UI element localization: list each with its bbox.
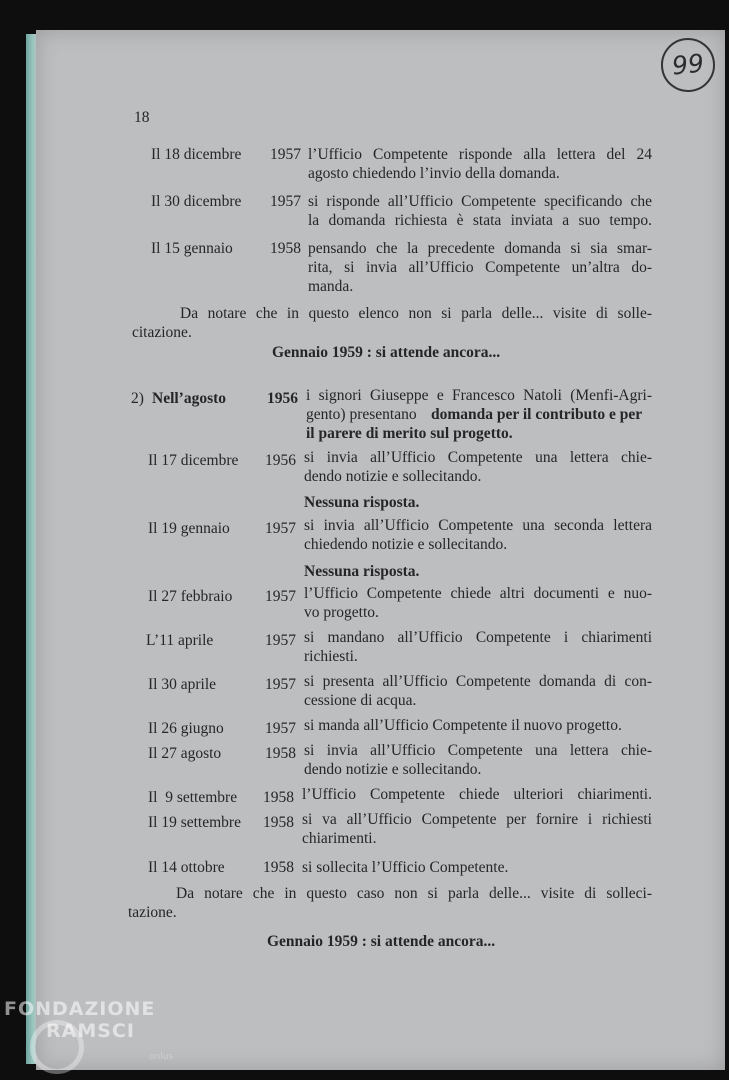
section-heading: Nell’agosto (152, 390, 227, 407)
entry-year: 1957 (270, 193, 301, 210)
entry-text: l’Ufficio Competente chiede altri documenti e nuo- (304, 585, 652, 602)
entry-text: la domanda richiesta è stata inviata a suo tempo. (308, 212, 652, 229)
entry-text: si va all’Ufficio Competente per fornire i richiesti (302, 811, 652, 828)
note-text: Da notare che in questo caso non si parla delle... visite di solleci- (176, 885, 652, 902)
intro-text-bold: domanda per il contributo e per (431, 406, 643, 423)
entry-year: 1957 (270, 146, 301, 163)
entry-text: si invia all’Ufficio Competente una lettera chie- (304, 742, 652, 759)
entry-text: rita, si invia all’Ufficio Competente un’altra do- (308, 259, 652, 276)
entry-date: Il 27 febbraio (148, 588, 233, 605)
note-text: tazione. (128, 904, 177, 921)
watermark-small: onlus (149, 1052, 174, 1062)
watermark-line1: FONDAZIONE (4, 998, 156, 1020)
entry-text: manda. (308, 278, 354, 295)
entry-date: Il 15 gennaio (151, 240, 233, 257)
entry-text: si invia all’Ufficio Competente una lettera chie- (304, 449, 652, 466)
entry-date: Il 17 dicembre (148, 452, 239, 469)
entry-text: si mandano all’Ufficio Competente i chiarimenti (304, 629, 652, 646)
entry-text: cessione di acqua. (304, 692, 417, 709)
note-text: citazione. (132, 324, 192, 341)
entry-text: pensando che la precedente domanda si sia smar- (308, 240, 652, 257)
page-number: 18 (134, 109, 150, 126)
conclusion: Gennaio 1959 : si attende ancora... (267, 933, 496, 950)
entry-date: Il 14 ottobre (148, 859, 225, 876)
entry-text: l’Ufficio Competente chiede ulteriori chiarimenti. (302, 786, 652, 803)
entry-year: 1958 (263, 859, 294, 876)
entry-year: 1958 (270, 240, 301, 257)
entry-text: dendo notizie e sollecitando. (304, 468, 482, 485)
entry-year: 1958 (263, 789, 294, 806)
entry-year: 1956 (265, 452, 296, 469)
archive-stamp: 99 (658, 35, 717, 94)
section-number: 2) (131, 390, 144, 407)
entry-date: Il 30 aprile (148, 676, 217, 693)
entry-text: si risponde all’Ufficio Competente specificando che (308, 193, 652, 210)
entry-date: Il 30 dicembre (151, 193, 242, 210)
watermark (4, 998, 155, 1042)
entry-date: L’11 aprile (146, 632, 214, 649)
conclusion: Gennaio 1959 : si attende ancora... (272, 344, 501, 361)
entry-year: 1958 (265, 745, 296, 762)
intro-text-bold: il parere di merito sul progetto. (306, 425, 513, 442)
entry-date: Il 27 agosto (148, 745, 222, 762)
status-no-reply: Nessuna risposta. (304, 563, 420, 580)
entry-text: si sollecita l’Ufficio Competente. (302, 859, 509, 876)
entry-text: l’Ufficio Competente risponde alla lettera del 24 (308, 146, 652, 163)
entry-date: Il 19 settembre (148, 814, 241, 831)
watermark-line2: RAMSCI (46, 1020, 135, 1042)
status-no-reply: Nessuna risposta. (304, 494, 420, 511)
entry-year: 1957 (265, 632, 296, 649)
entry-text: si presenta all’Ufficio Competente domanda di con- (304, 673, 652, 690)
entry-text: chiarimenti. (302, 830, 377, 847)
entry-year: 1957 (265, 520, 296, 537)
entry-date: Il 9 settembre (148, 789, 238, 806)
entry-year: 1957 (265, 588, 296, 605)
entry-year: 1957 (265, 720, 296, 737)
entry-year: 1958 (263, 814, 294, 831)
intro-text: gento) presentano (306, 406, 417, 423)
intro-text: i signori Giuseppe e Francesco Natoli (Menfi-Agri- (306, 387, 652, 404)
entry-text: chiedendo notizie e sollecitando. (304, 536, 508, 553)
entry-text: dendo notizie e sollecitando. (304, 761, 482, 778)
entry-text: richiesti. (304, 648, 358, 665)
entry-date: Il 18 dicembre (151, 146, 242, 163)
entry-text: vo progetto. (304, 604, 379, 621)
entry-text: si invia all’Ufficio Competente una seconda lettera (304, 517, 652, 534)
entry-text: si manda all’Ufficio Competente il nuovo progetto. (304, 717, 622, 734)
entry-date: Il 19 gennaio (148, 520, 230, 537)
entry-year: 1956 (267, 390, 298, 407)
entry-text: agosto chiedendo l’invio della domanda. (308, 165, 560, 182)
entry-date: Il 26 giugno (148, 720, 224, 737)
entry-year: 1957 (265, 676, 296, 693)
note-text: Da notare che in questo elenco non si parla delle... visite di solle- (180, 305, 652, 322)
